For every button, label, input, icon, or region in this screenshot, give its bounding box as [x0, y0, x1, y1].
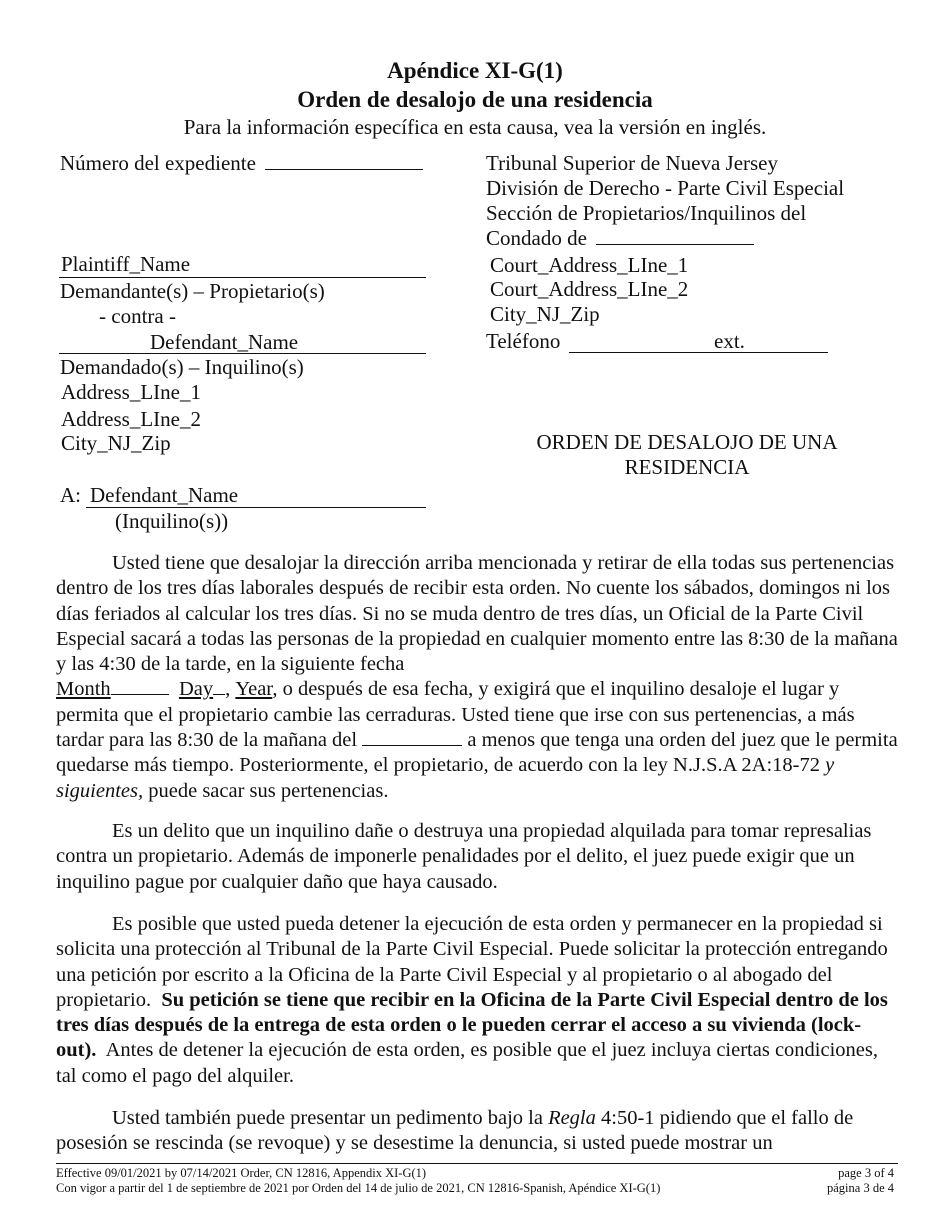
versus-label: - contra - [99, 304, 176, 328]
footer-page-english: page 3 of 4 [838, 1166, 894, 1180]
to-role: (Inquilino(s)) [115, 509, 229, 533]
docket-number-blank [265, 151, 423, 170]
to-defendant-name: Defendant_Name [90, 483, 239, 507]
footer-effective-english: Effective 09/01/2021 by 07/14/2021 Order, CN 12816, Appendix XI-G(1) [56, 1166, 427, 1180]
county-blank [596, 226, 754, 245]
plaintiff-name: Plaintiff_Name [61, 252, 191, 276]
county-field [486, 226, 754, 251]
plaintiff-underline [59, 277, 426, 278]
court-division: División de Derecho - Parte Civil Especial [486, 176, 845, 200]
paragraph-vacate-notice: Usted tiene que desalojar la dirección arriba mencionada y retirar de ella todas sus pertenencias dentro de los tres días laborales después de recibir esta orden. No cuente los sábados, domingos ni los días feriados al calcular los tres días. Si no se muda dentro de tres días, un Oficial de la Parte Civil Especial sacará a todas las personas de la propiedad en cualquier momento entre las 8:30 de la mañana y las 4:30 de la tarde, en la siguiente fecha Month Day , Year, o después de esa fecha, y exigirá que el inquilino desaloje el lugar y permita que el propietario cambie las cerraduras. Usted tiene que irse con sus pertenencias, a más tardar para las 8:30 de la mañana del a menos que tenga una orden del juez que le permita quedarse más tiempo. Posteriormente, el propietario, de acuerdo con la ley N.J.S.A 2A:18-72 y siguientes, puede sacar sus pertenencias. [56, 552, 898, 802]
defendant-role: Demandado(s) – Inquilino(s) [60, 355, 304, 379]
defendant-name: Defendant_Name [150, 330, 299, 354]
to-label: A: [60, 483, 81, 507]
defendant-city-zip: City_NJ_Zip [61, 431, 171, 455]
county-label: Condado de [486, 226, 587, 250]
defendant-address-line-1: Address_LIne_1 [61, 380, 201, 404]
to-underline [86, 507, 426, 508]
ext-label: ext. [714, 329, 745, 353]
paragraph-damage-warning: Es un delito que un inquilino dañe o destruya una propiedad alquilada para tomar represalias contra un propietario. Además de imponerle penalidades por el delito, el juez puede exigir que un inquilino pague por cualquier daño que haya causado. [56, 820, 872, 893]
docket-number-field [60, 151, 423, 176]
court-city-zip: City_NJ_Zip [490, 302, 600, 326]
plaintiff-role: Demandante(s) – Propietario(s) [60, 279, 325, 303]
phone-underline [569, 352, 828, 353]
court-section: Sección de Propietarios/Inquilinos del [486, 201, 807, 225]
year-field: Year [235, 678, 273, 701]
day-field: Day [178, 678, 214, 701]
docket-label: Número del expediente [60, 151, 256, 175]
defendant-underline [59, 353, 426, 354]
court-address-line-1: Court_Address_LIne_1 [490, 253, 689, 277]
order-title-line-1: ORDEN DE DESALOJO DE UNA [536, 430, 838, 454]
document-subtitle: Orden de desalojo de una residencia [297, 87, 653, 112]
defendant-address-line-2: Address_LIne_2 [61, 407, 201, 431]
paragraph-motion-rule: Usted también puede presentar un pedimento bajo la Regla 4:50-1 pidiendo que el fallo de posesión se rescinda (se revoque) y se desestime la denuncia, si usted puede mostrar un [56, 1107, 854, 1155]
footer-effective-spanish: Con vigor a partir del 1 de septiembre de 2021 por Orden del 14 de julio de 2021, CN 12816-Spanish, Apéndice XI-G(1) [56, 1181, 661, 1195]
footer-rule [56, 1163, 898, 1164]
month-field: Month [56, 678, 111, 701]
document-title: Apéndice XI-G(1) [387, 58, 563, 83]
court-name: Tribunal Superior de Nueva Jersey [486, 151, 779, 175]
footer-page-spanish: página 3 de 4 [827, 1181, 894, 1195]
paragraph-stay-protection: Es posible que usted pueda detener la ejecución de esta orden y permanecer en la propiedad si solicita una protección al Tribunal de la Parte Civil Especial. Puede solicitar la protección entregando una petición por escrito a la Oficina de la Parte Civil Especial y al propietario o al abogado del propietario. Su petición se tiene que recibir en la Oficina de la Parte Civil Especial dentro de los tres días después de la entrega de esta orden o le pueden cerrar el acceso a su vivienda (lock-out). Antes de detener la ejecución de esta orden, es posible que el juez incluya ciertas condiciones, tal como el pago del alquiler. [56, 913, 888, 1087]
court-address-line-2: Court_Address_LIne_2 [490, 277, 689, 301]
deadline-date-blank [362, 729, 462, 746]
version-note: Para la información específica en esta causa, vea la versión en inglés. [183, 115, 767, 139]
order-title-line-2: RESIDENCIA [624, 455, 750, 479]
phone-label: Teléfono [486, 329, 561, 353]
